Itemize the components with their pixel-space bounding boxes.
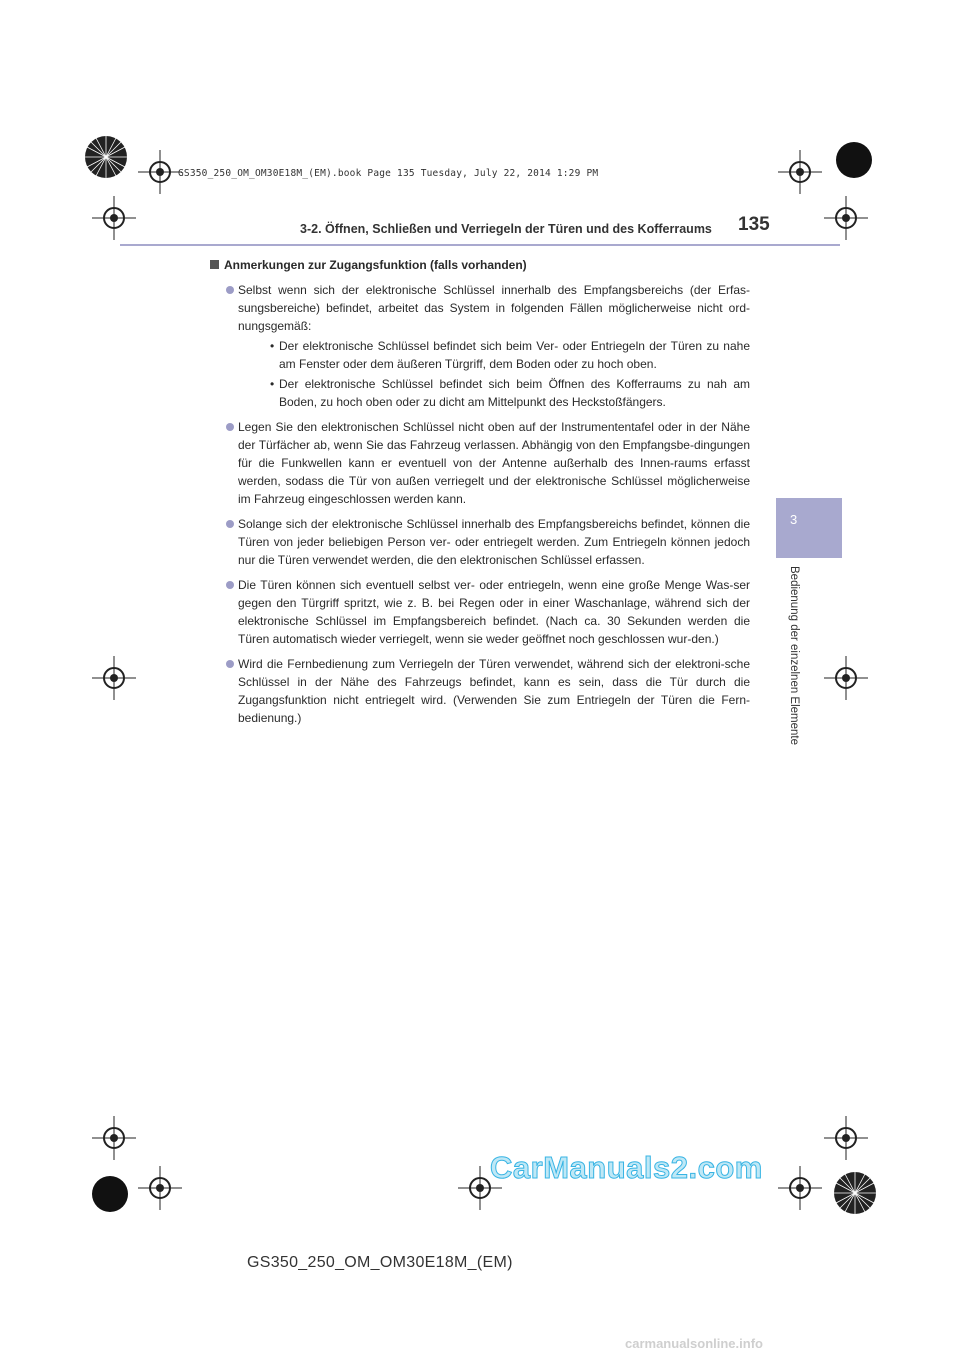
- print-info-line: GS350_250_OM_OM30E18M_(EM).book Page 135 Tuesday, July 22, 2014 1:29 PM: [178, 168, 599, 179]
- page-number: 135: [738, 214, 770, 235]
- footer-document-code: GS350_250_OM_OM30E18M_(EM): [247, 1254, 513, 1271]
- crosshair-icon: [778, 150, 822, 194]
- bullet-dot-icon: [226, 660, 234, 668]
- sub-bullet-text: Der elektronische Schlüssel befindet sich beim Öffnen des Kofferraums zu nah am Boden, zu hoch oben oder zu dicht am Mittelpunkt des Heckstoßfängers.: [279, 377, 750, 409]
- registration-mark-icon: [83, 134, 129, 180]
- sub-bullet-marker-icon: •: [270, 339, 275, 353]
- crosshair-icon: [92, 1116, 136, 1160]
- bullet-dot-icon: [226, 581, 234, 589]
- registration-mark-icon: [834, 140, 874, 180]
- chapter-side-label-text: Bedienung der einzelnen Elemente: [788, 566, 800, 746]
- bullet-item: [210, 418, 750, 508]
- registration-mark-icon: [832, 1170, 878, 1216]
- watermark-carmanuals2: CarManuals2.com: [490, 1150, 763, 1185]
- crosshair-icon: [824, 196, 868, 240]
- section-heading: Anmerkungen zur Zugangsfunktion (falls vorhanden): [210, 256, 750, 274]
- chapter-tab: [776, 498, 842, 558]
- main-content: [210, 256, 750, 734]
- chapter-tab-number: 3: [790, 512, 798, 527]
- bullet-list: [210, 281, 750, 727]
- watermark-carmanualsonline: carmanualsonline.info: [625, 1336, 763, 1351]
- sub-bullet-text: Der elektronische Schlüssel befindet sich beim Ver- oder Entriegeln der Türen zu nahe am Fenster oder dem äußeren Türgriff, dem Boden oder zu hoch oben.: [279, 339, 750, 371]
- header-divider: [120, 244, 840, 246]
- chapter-side-label: [786, 566, 802, 766]
- crosshair-icon: [92, 656, 136, 700]
- crosshair-icon: [824, 656, 868, 700]
- bullet-dot-icon: [226, 423, 234, 431]
- crosshair-icon: [138, 1166, 182, 1210]
- crosshair-icon: [92, 196, 136, 240]
- sub-bullet-marker-icon: •: [270, 377, 275, 391]
- sub-bullet-item: [238, 337, 750, 373]
- bullet-text: Wird die Fernbedienung zum Verriegeln der Türen verwendet, während sich der elektroni-sche Schlüssel in der Nähe des Fahrzeugs befindet, kann es sein, dass die Tür durch die Zugangsfunktion nicht entriegelt wird. (Verwenden Sie zum Entriegeln der Türen die Fern-bedienung.): [238, 657, 750, 725]
- bullet-item: [210, 655, 750, 727]
- bullet-dot-icon: [226, 520, 234, 528]
- bullet-item: [210, 576, 750, 648]
- bullet-text: Die Türen können sich eventuell selbst ver- oder entriegeln, wenn eine große Menge Was-ser gegen den Türgriff spritzt, wie z. B. bei Regen oder in einer Waschanlage, während sich der elektronische Schlüssel im Empfangsbereich befindet. (Nach ca. 30 Sekunden werden die Türen automatisch wieder verriegelt, wenn sie weder geöffnet noch geschlossen wur-den.): [238, 578, 750, 646]
- crosshair-icon: [824, 1116, 868, 1160]
- crosshair-icon: [138, 150, 182, 194]
- bullet-text: Solange sich der elektronische Schlüssel innerhalb des Empfangsbereichs befindet, können die Türen von jeder beliebigen Person ver- oder entriegelt werden. Zum Entriegeln können jedoch nur die Türen verwendet werden, die den elektronischen Schlüssel erfassen.: [238, 517, 750, 567]
- bullet-text: Legen Sie den elektronischen Schlüssel nicht oben auf der Instrumententafel oder in der Nähe der Türfächer ab, wenn Sie das Fahrzeug verlassen. Abhängig von den Empfangsbe-dingungen für die Funkwellen kann er eventuell von der Antenne außerhalb des Innen-raums erfasst werden, sodass die Tür von außen verriegelt und der elektronische Schlüssel möglicherweise im Fahrzeug eingeschlossen werden kann.: [238, 420, 750, 506]
- registration-mark-icon: [90, 1174, 130, 1214]
- bullet-dot-icon: [226, 286, 234, 294]
- sub-bullet-item: [238, 375, 750, 411]
- bullet-item: [210, 515, 750, 569]
- bullet-text: Selbst wenn sich der elektronische Schlüssel innerhalb des Empfangsbereichs (der Erfas-sungsbereiche) befindet, arbeitet das System in folgenden Fällen möglicherweise nicht ord-nungsgemäß:: [238, 283, 750, 333]
- running-header-title: 3-2. Öffnen, Schließen und Verriegeln der Türen und des Kofferraums: [300, 222, 712, 236]
- bullet-item: [210, 281, 750, 411]
- crosshair-icon: [778, 1166, 822, 1210]
